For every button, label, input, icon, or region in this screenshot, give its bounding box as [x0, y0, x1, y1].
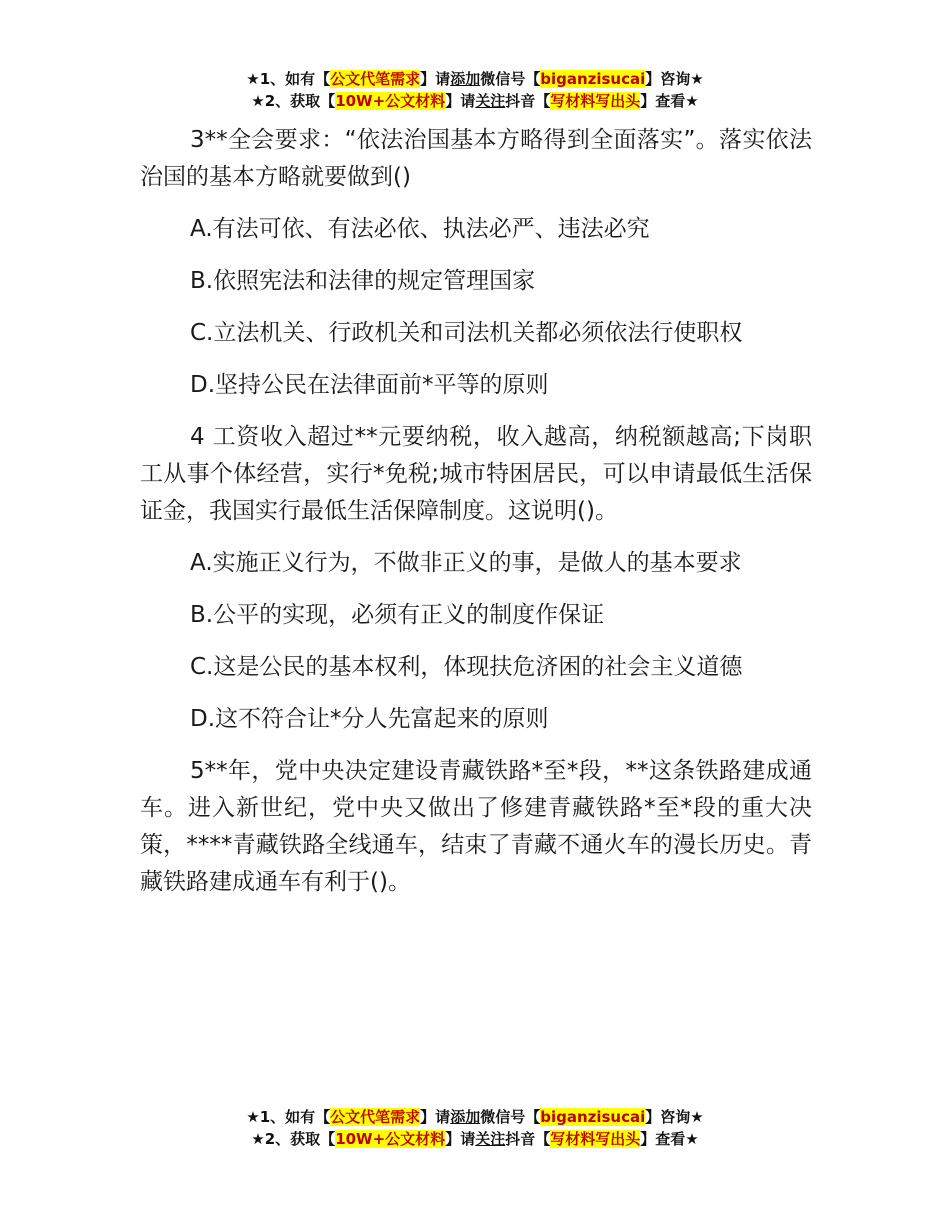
- answer-option: A.实施正义行为，不做非正义的事，是做人的基本要求: [190, 550, 742, 576]
- star-icon: ★: [251, 1130, 265, 1148]
- banner-line-1: ★1、如有【公文代笔需求】请添加微信号【biganzisucai】咨询★: [246, 1108, 704, 1126]
- answer-option: A.有法可依、有法必依、执法必严、违法必究: [190, 216, 650, 242]
- highlight-douyin: 写材料写出头: [550, 92, 641, 110]
- highlight-wechat-id: biganzisucai: [540, 1108, 646, 1126]
- star-icon: ★: [246, 70, 260, 88]
- answer-option: B.依照宪法和法律的规定管理国家: [190, 268, 536, 294]
- highlight-service: 公文代笔需求: [330, 1108, 421, 1126]
- highlight-materials: 10W+公文材料: [335, 92, 446, 110]
- banner-line-2: ★2、获取【10W+公文材料】请关注抖音【写材料写出头】查看★: [251, 92, 699, 110]
- star-icon: ★: [246, 1108, 260, 1126]
- highlight-service: 公文代笔需求: [330, 70, 421, 88]
- highlight-materials: 10W+公文材料: [335, 1130, 446, 1148]
- answer-option: C.这是公民的基本权利，体现扶危济困的社会主义道德: [190, 654, 743, 680]
- question-stem: 5**年，党中央决定建设青藏铁路*至*段，**这条铁路建成通车。进入新世纪，党中央又做出了修建青藏铁路*至*段的重大决策，****青藏铁路全线通车，结束了青藏不通火车的漫长历史。青藏铁路建成通车有利于()。: [140, 758, 812, 895]
- banner-line-2: ★2、获取【10W+公文材料】请关注抖音【写材料写出头】查看★: [251, 1130, 699, 1148]
- answer-option: D.这不符合让*分人先富起来的原则: [190, 706, 549, 732]
- answer-option: C.立法机关、行政机关和司法机关都必须依法行使职权: [190, 320, 743, 346]
- question-stem: 3**全会要求：“依法治国基本方略得到全面落实”。落实依法治国的基本方略就要做到(): [140, 127, 812, 190]
- highlight-douyin: 写材料写出头: [550, 1130, 641, 1148]
- footer-banner: [0, 1106, 950, 1150]
- answer-option: D.坚持公民在法律面前*平等的原则: [190, 372, 549, 398]
- banner-line-1: ★1、如有【公文代笔需求】请添加微信号【biganzisucai】咨询★: [246, 70, 704, 88]
- document-body: [140, 122, 812, 916]
- question-stem: 4 工资收入超过**元要纳税，收入越高，纳税额越高;下岗职工从事个体经营，实行*免税;城市特困居民，可以申请最低生活保证金，我国实行最低生活保障制度。这说明()。: [140, 424, 812, 524]
- highlight-wechat-id: biganzisucai: [540, 70, 646, 88]
- star-icon: ★: [251, 92, 265, 110]
- answer-option: B.公平的实现，必须有正义的制度作保证: [190, 602, 605, 628]
- header-banner: [0, 68, 950, 112]
